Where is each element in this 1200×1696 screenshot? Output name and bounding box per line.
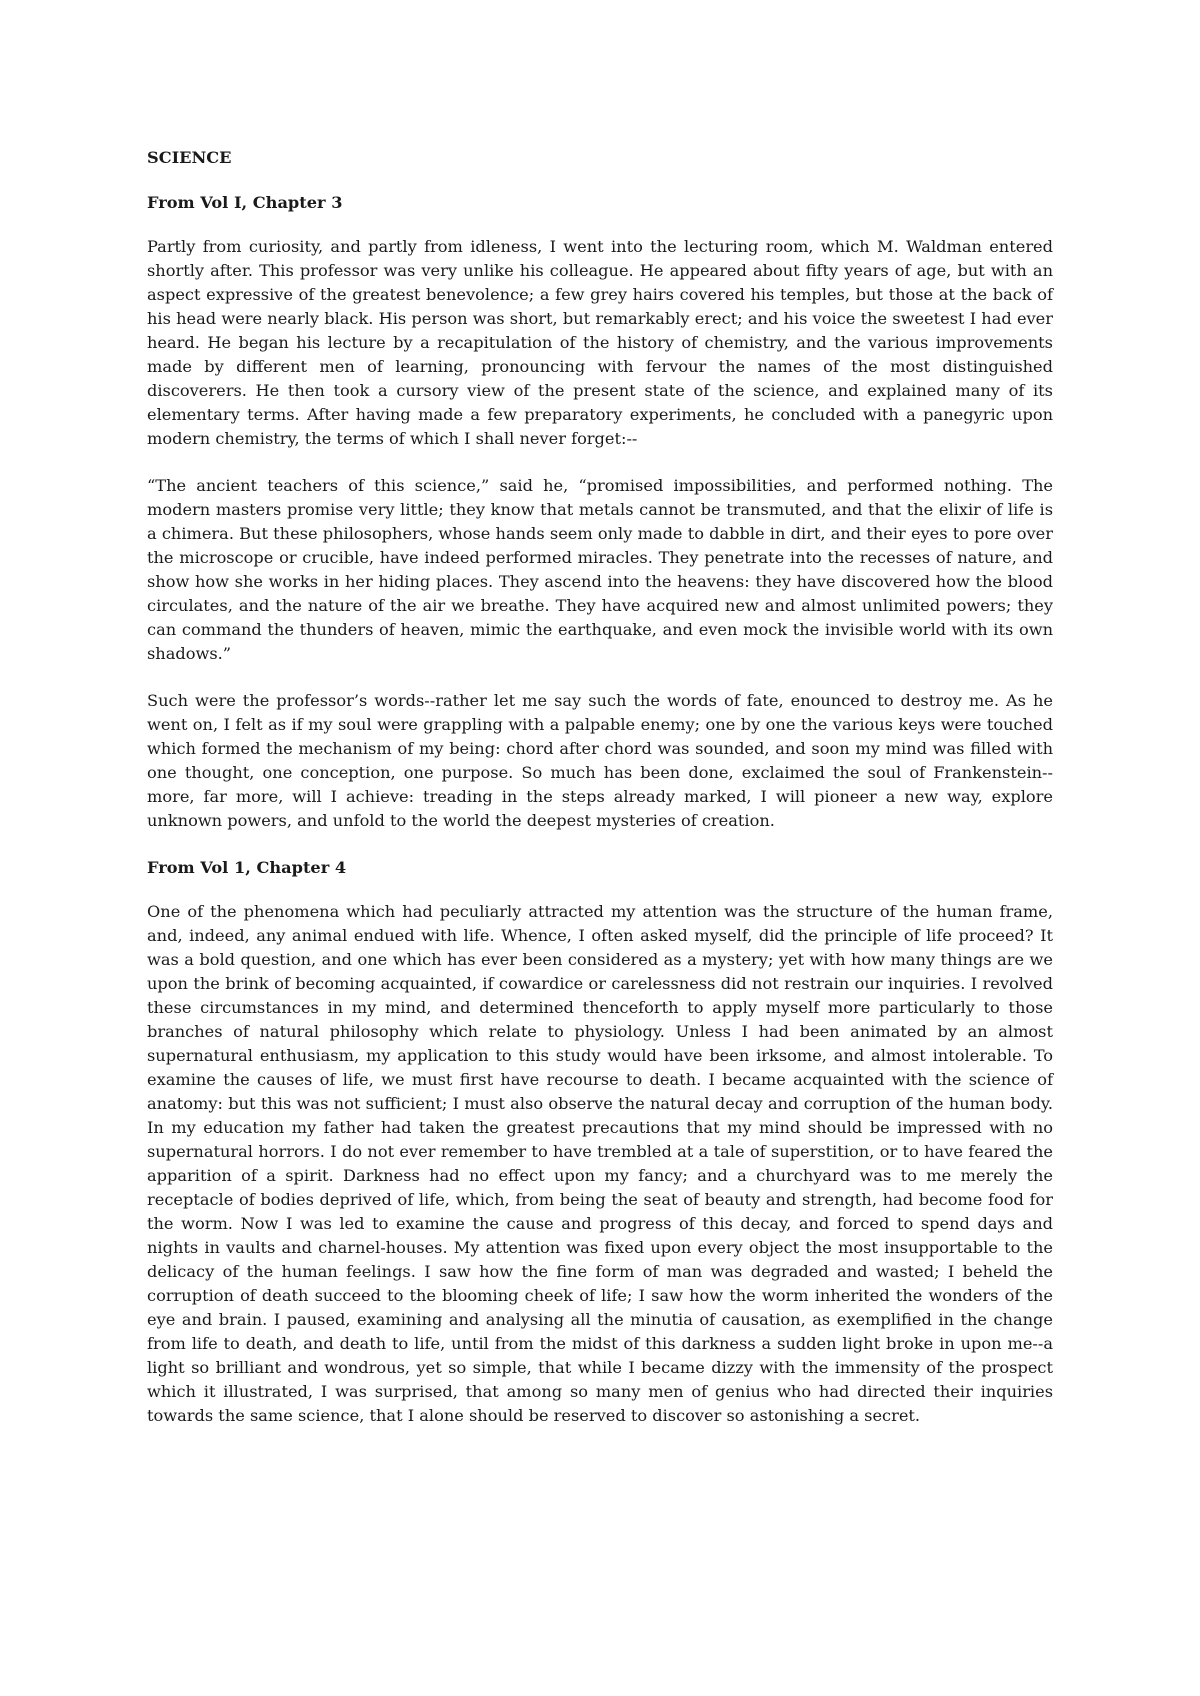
section-heading: From Vol I, Chapter 3 xyxy=(147,193,343,212)
section-chapter-4 xyxy=(147,856,1053,1428)
document-title: SCIENCE xyxy=(147,148,232,167)
paragraph: “The ancient teachers of this science,” said he, “promised impossibilities, and performed nothing. The modern masters promise very little; they know that metals cannot be transmuted, and that the elixir of life is a chimera. But these philosophers, whose hands seem only made to dabble in dirt, and their eyes to pore over the microscope or crucible, have indeed performed miracles. They penetrate into the recesses of nature, and show how she works in her hiding places. They ascend into the heavens: they have discovered how the blood circulates, and the nature of the air we breathe. They have acquired new and almost unlimited powers; they can command the thunders of heaven, mimic the earthquake, and even mock the invisible world with its own shadows.” xyxy=(147,476,1053,663)
paragraph: Such were the professor’s words--rather let me say such the words of fate, enounced to destroy me. As he went on, I felt as if my soul were grappling with a palpable enemy; one by one the various keys were touched which formed the mechanism of my being: chord after chord was sounded, and soon my mind was filled with one thought, one conception, one purpose. So much has been done, exclaimed the soul of Frankenstein--more, far more, will I achieve: treading in the steps already marked, I will pioneer a new way, explore unknown powers, and unfold to the world the deepest mysteries of creation. xyxy=(147,691,1053,830)
section-chapter-3 xyxy=(147,191,1053,833)
paragraph: Partly from curiosity, and partly from idleness, I went into the lecturing room, which M. Waldman entered shortly after. This professor was very unlike his colleague. He appeared about fifty years of age, but with an aspect expressive of the greatest benevolence; a few grey hairs covered his temples, but those at the back of his head were nearly black. His person was short, but remarkably erect; and his voice the sweetest I had ever heard. He began his lecture by a recapitulation of the history of chemistry, and the various improvements made by different men of learning, pronouncing with fervour the names of the most distinguished discoverers. He then took a cursory view of the present state of the science, and explained many of its elementary terms. After having made a few preparatory experiments, he concluded with a panegyric upon modern chemistry, the terms of which I shall never forget:-- xyxy=(147,237,1053,448)
section-heading: From Vol 1, Chapter 4 xyxy=(147,858,347,877)
document-page xyxy=(147,146,1053,1451)
paragraph: One of the phenomena which had peculiarly attracted my attention was the structure of the human frame, and, indeed, any animal endued with life. Whence, I often asked myself, did the principle of life proceed? It was a bold question, and one which has ever been considered as a mystery; yet with how many things are we upon the brink of becoming acquainted, if cowardice or carelessness did not restrain our inquiries. I revolved these circumstances in my mind, and determined thenceforth to apply myself more particularly to those branches of natural philosophy which relate to physiology. Unless I had been animated by an almost supernatural enthusiasm, my application to this study would have been irksome, and almost intolerable. To examine the causes of life, we must first have recourse to death. I became acquainted with the science of anatomy: but this was not sufficient; I must also observe the natural decay and corruption of the human body. In my education my father had taken the greatest precautions that my mind should be impressed with no supernatural horrors. I do not ever remember to have trembled at a tale of superstition, or to have feared the apparition of a spirit. Darkness had no effect upon my fancy; and a churchyard was to me merely the receptacle of bodies deprived of life, which, from being the seat of beauty and strength, had become food for the worm. Now I was led to examine the cause and progress of this decay, and forced to spend days and nights in vaults and charnel-houses. My attention was fixed upon every object the most insupportable to the delicacy of the human feelings. I saw how the fine form of man was degraded and wasted; I beheld the corruption of death succeed to the blooming cheek of life; I saw how the worm inherited the wonders of the eye and brain. I paused, examining and analysing all the minutia of causation, as exemplified in the change from life to death, and death to life, until from the midst of this darkness a sudden light broke in upon me--a light so brilliant and wondrous, yet so simple, that while I became dizzy with the immensity of the prospect which it illustrated, I was surprised, that among so many men of genius who had directed their inquiries towards the same science, that I alone should be reserved to discover so astonishing a secret. xyxy=(147,902,1053,1425)
